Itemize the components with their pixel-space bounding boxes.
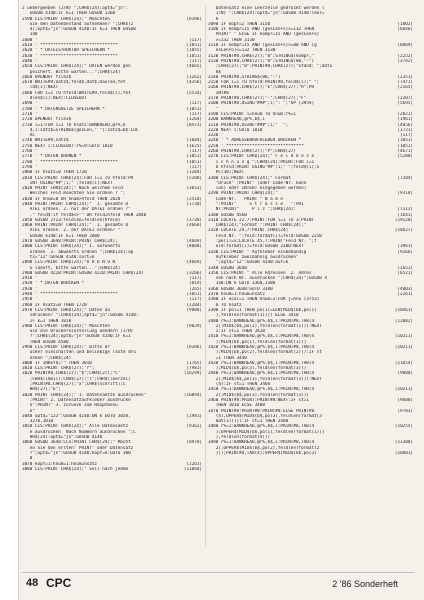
checksum: [7981] bbox=[186, 366, 202, 372]
code-text: (4),UPPER$(MID$(b$,po(3),feldlen(format(3 bbox=[208, 413, 322, 419]
code-text: 2890 CLS:PRINT CHR$(24);"O R D N U N bbox=[22, 260, 116, 266]
checksum: [9703] bbox=[397, 408, 413, 414]
checksum: [1625] bbox=[186, 143, 202, 149]
code-text: 2650 CLS:PRINT CHR$(24);" DATEN werden gen bbox=[22, 64, 131, 70]
checksum: [1802] bbox=[397, 21, 413, 27]
code-text: 2970 CLS:PRINT CHR$(24);" Daten au bbox=[22, 307, 110, 313]
code-text: ":PRINT" S t r a s s e ":PRI bbox=[208, 201, 304, 207]
code-text: 3400 r%=1:BANKREAD,@r%,b$,i:PRINT#8,TAB(4 bbox=[208, 318, 315, 324]
checksum: [1051] bbox=[186, 106, 202, 112]
listing-line bbox=[208, 451, 413, 456]
checksum: [10601] bbox=[394, 450, 413, 456]
code-text: e ausdrucken Nach Nummern ausdrucken ";C bbox=[22, 429, 136, 435]
code-text: PC(30);NEXT bbox=[208, 170, 245, 176]
code-text: 3140 PRINT#8,STRING$(80,"-") bbox=[208, 74, 281, 80]
checksum: [19120] bbox=[394, 217, 413, 223]
code-text: 2790 ' bbox=[22, 164, 38, 170]
checksum: [265] bbox=[189, 286, 202, 292]
code-text: 2660 OPENOUT file2$ bbox=[22, 74, 72, 80]
checksum: [1284] bbox=[186, 302, 202, 308]
code-text: 3360 GOSUB 3640:GOTO 3380 bbox=[208, 286, 273, 292]
issue-label: 2 '86 Sonderheft bbox=[332, 579, 398, 589]
code-text: 2640 ' bbox=[22, 58, 38, 64]
code-text: HR$(27);"E"; bbox=[22, 387, 61, 393]
code-text: 2950 ' bbox=[22, 297, 38, 303]
code-text: peichert. Bitte warten...";CHR$(24) bbox=[22, 69, 121, 75]
checksum: [10211] bbox=[394, 345, 413, 350]
checksum: [9688] bbox=[397, 397, 413, 403]
checksum: [1051] bbox=[186, 292, 202, 298]
code-text: 3170 PRINT#8,CHR$(27);"-";CHR$(27);"F" bbox=[208, 96, 307, 102]
code-text: 3120 PRINT#8,CHR$(27);"0";STRING$(kompr," bbox=[208, 53, 315, 59]
code-text: 2810 CLS:PRINT CHR$(24):FOR i=1 TO hfeld:PR bbox=[22, 175, 134, 181]
code-text: 3080 CLS:PRINT CHR$(24);" Soll nach jedem bbox=[22, 466, 129, 472]
code-text: ion) oder INTER) eingegeben werden) bbox=[208, 186, 307, 192]
checksum: [117] bbox=[189, 276, 202, 282]
checksum: [16094] bbox=[183, 392, 202, 398]
code-text: ;CHR$(lmeil);CHR$(27);"l";CHR$(leerzei) bbox=[22, 376, 131, 382]
page-footer bbox=[0, 550, 424, 600]
code-text: ucker einschalten und beliebige Taste dru bbox=[22, 350, 136, 356]
checksum: [8000] bbox=[186, 244, 202, 250]
checksum: [4056] bbox=[397, 122, 413, 128]
code-text: $,i:satz$=STRING$(gesLen," "):satz$=b$:LOC bbox=[22, 127, 139, 133]
code-text: Aufkleber zweibahnig ausdrucken" bbox=[208, 254, 299, 260]
code-text: INT USING"##";i;" ;feld$(i):NEXT bbox=[22, 180, 113, 186]
checksum: [9362] bbox=[186, 424, 202, 430]
checksum: [2351] bbox=[397, 74, 413, 80]
checksum: [10211] bbox=[394, 334, 413, 340]
checksum: [7204] bbox=[397, 175, 413, 181]
checksum: [2981] bbox=[186, 413, 202, 419]
code-text: HR$(24):opt$="jn":GOSUB 4140 bbox=[22, 435, 103, 441]
code-text: ";opt$="12":GOSUB 4140:auf=k bbox=[208, 260, 289, 266]
code-text: :pe(i)=x:LOCATE 45,7:PRINT"Feld Nr. ";f bbox=[208, 239, 317, 245]
code-text: 3040 opt$="123":GOSUB 4140:ON k GOTO 3050, bbox=[22, 413, 131, 419]
code-text: 3110 IF kompr=15 AND (gesLen+5)>=80 AND (g bbox=[208, 43, 317, 49]
code-text: 2840 PRINT:PRINT CHR$(24);" 1. gesamte D bbox=[22, 201, 129, 207]
code-text: 2990 CLS:PRINT CHR$(24);" Bitte Dr bbox=[22, 345, 110, 350]
code-text: 3300 GOSUB 4560 bbox=[208, 212, 247, 218]
checksum: [11054] bbox=[394, 360, 413, 366]
checksum: [1284] bbox=[186, 170, 202, 176]
code-text: 3150 FOR i=1 TO hfeld:PRINT#8,feld$(i);" "; bbox=[208, 80, 320, 86]
listing-line bbox=[22, 467, 202, 472]
magazine-name: CPC bbox=[46, 576, 72, 590]
code-text: ATEI ordnen. 2. der DATEI ordnen? " bbox=[22, 228, 121, 234]
code-text: 140:ON k GOTO 3360,3380 bbox=[208, 281, 276, 287]
checksum: [9029] bbox=[186, 323, 202, 329]
checksum: [1651] bbox=[397, 265, 413, 271]
code-text: sen nach Nr. ausdrucken ";CHR$(24)";GOSUB 4 bbox=[208, 276, 327, 282]
checksum: [1730] bbox=[186, 217, 202, 223]
checksum: [9166] bbox=[397, 249, 413, 255]
checksum: [2021] bbox=[397, 111, 413, 117]
checksum: [10211] bbox=[394, 387, 413, 393]
code-text: 2760 ' bbox=[22, 149, 38, 155]
code-text: 2);UPPER$(MID$(b$,po(2),feldlen(format(2 bbox=[208, 445, 320, 451]
checksum: [3961] bbox=[397, 244, 413, 250]
code-text: 2690 ' bbox=[22, 101, 38, 107]
code-text: 3290 PRINT:PRINT CHR$(24);" bbox=[208, 191, 278, 197]
code-text: 3380 IF ocol=1 THEN hnum=1:FOR j=hnu [3753] bbox=[208, 297, 320, 303]
code-text: 0 bbox=[22, 456, 33, 462]
code-text: 2870 GOSUB 3640:PRINT:PRINT CHR$(24); bbox=[22, 239, 118, 245]
column-divider bbox=[205, 6, 206, 546]
checksum: [4356] bbox=[186, 80, 202, 86]
checksum: [1684] bbox=[186, 138, 202, 144]
code-text: 2830 IF hnum=0 OR hnum>hfeld THEN 2820 bbox=[22, 196, 121, 202]
code-text: "Druck" :PRINT" (oder Code-Nr. kann bbox=[208, 180, 307, 186]
code-text: 3450 r%=1:BANKREAD,@r%,b$,i:PRINT#8,TAB(4 bbox=[208, 387, 315, 393]
checksum: [3653] bbox=[186, 186, 202, 192]
code-text: Feld Nr. ";feld:format(i)=feld:GOSUB 2210 bbox=[208, 233, 322, 239]
checksum: [117] bbox=[189, 164, 202, 170]
code-text: 3160 PRINT#8,CHR$(27);"E";CHR$(27);"R";PR bbox=[208, 85, 315, 91]
code-text: 2770 ' * DATEN ORDNEN * bbox=[22, 154, 82, 160]
code-text: 3240 ' * ADRESSENAUFKLEBER DRUCKEN * bbox=[208, 138, 302, 144]
code-text: 2600 ' bbox=[22, 37, 38, 43]
checksum: [2510] bbox=[186, 196, 202, 202]
code-text: 3470 PRINT#8:PRINT#8:PRINT#8:ELSE PRINT#8 bbox=[208, 408, 315, 414]
checksum: [117] bbox=[189, 111, 202, 117]
code-text: " bbox=[208, 106, 219, 112]
code-text: =1 THEN 3440 bbox=[208, 355, 247, 361]
checksum: [1765] bbox=[186, 360, 202, 366]
code-text: n":PRINT" 3. zurueck zum Hauptmenu bbox=[22, 403, 118, 409]
code-text: 2620 ' * DATEISTRUKTUR SPEICHERN * bbox=[22, 48, 110, 54]
code-text: 2);MID$(b$,po(3),feldlen(format(3))) bbox=[208, 392, 309, 398]
checksum: [1051] bbox=[186, 53, 202, 59]
checksum: [1264] bbox=[186, 117, 202, 123]
code-text: 3100 IF kompr=15 AND (gesLen+5)>=132 THEN bbox=[208, 27, 315, 33]
code-text: Sie den Datenbestand aufnehmen? ";CHR$(2 bbox=[22, 21, 134, 27]
section-tabs bbox=[2, 10, 16, 570]
checksum: [10255] bbox=[394, 424, 413, 430]
listing-column-left bbox=[22, 6, 202, 546]
checksum: [8978] bbox=[186, 440, 202, 446]
code-text: 3030 PRINT CHR$(24);" 1. Datensaetze ausdrucken" bbox=[22, 392, 147, 398]
code-text: 3370 hnum=1:hnum=hsatz bbox=[208, 292, 265, 298]
code-text: ," feld$:if feld$<>"" OR feld=hfeld THEN 2840 bbox=[22, 212, 147, 218]
code-text: 3330 CLS:PRINT " Aufkleber einbehandig bbox=[208, 249, 307, 255]
code-text: )));PRINT#8,TAB(4);UPPER$(MID$(b$,po(3) bbox=[208, 450, 317, 456]
code-text: 2920 ' * DATEN DRUCKEN * bbox=[22, 281, 85, 287]
code-text: 3350 CLS:PRINT " Alle Adressen 2. Adres bbox=[208, 270, 312, 276]
checksum: [4669] bbox=[186, 260, 202, 266]
code-text: 3220 NEXT i:GOTO 1010 bbox=[208, 127, 263, 133]
code-text: 2720 OPENOUT file3$ bbox=[22, 117, 72, 123]
code-text: ),feldlen(format(1)))) ELSE 3410 bbox=[208, 313, 299, 319]
code-text: 3200 BANKREAD,@r%,b$,i bbox=[208, 117, 265, 123]
code-text: 3210 PRINT#8,USING"###";i;" "; bbox=[208, 122, 289, 128]
checksum: [4669] bbox=[186, 239, 202, 245]
code-text: PRINT" " ELSE IF kompr=15 AND (gesLen+5) bbox=[208, 32, 320, 38]
code-text: 2800 IF hsatz=0 THEN 1720 bbox=[22, 170, 87, 176]
code-text: en Sie den ersten" PRINT" oder Datensatz bbox=[22, 445, 134, 451]
code-text: 3230 ' bbox=[208, 133, 224, 139]
checksum: [2261] bbox=[397, 292, 413, 298]
checksum: [4668] bbox=[186, 223, 202, 229]
code-text: 3320 LOCATE 29,7:PRINT CHR$(24) bbox=[208, 228, 289, 234]
code-text: ?";opt$="jn":GOSUB 4140:kopf=k:GOTO 308 bbox=[22, 450, 131, 456]
code-text: 3190 CLS:PRINT i=hnum TO hnum:r%=1 bbox=[208, 111, 296, 117]
code-text: GOSUB 4140:IF k=1 THEN GOSUB 1360 bbox=[22, 11, 116, 17]
code-text: ;PRINT" 2. Datensatzaufkleber ausdrucke bbox=[22, 397, 131, 403]
checksum: [117] bbox=[189, 297, 202, 303]
code-text: THEN GOSUB 4580 bbox=[22, 339, 69, 345]
code-text: 2610 ' ****************************** bbox=[22, 43, 118, 49]
code-text: 3430 r%=1:BANKREAD,@r%,b$,i:PRINT#8,TAB(4 bbox=[208, 360, 315, 366]
page-number: 48 bbox=[26, 577, 39, 589]
code-text: 3420 r%=1:BANKREAD,@r%,b$,i:PRINT#8,TAB(4 bbox=[208, 345, 315, 350]
checksum: [1961] bbox=[397, 117, 413, 123]
code-text: Sie die Druckereinstellung aendern (J/N) bbox=[22, 329, 134, 335]
code-text: 3340 GOSUB 3640 bbox=[208, 265, 247, 271]
code-text: );MID$(b$,po(3),feldlen(format(3))) bbox=[208, 366, 307, 372]
checksum: [2252] bbox=[397, 53, 413, 59]
checksum: [11060] bbox=[183, 466, 202, 472]
checksum: [117] bbox=[189, 37, 202, 43]
code-text: 2860 PRINT:PRINT CHR$(24);" 1. gesamte D bbox=[22, 223, 129, 229]
code-text: 3090 IF kopf=2 THEN 3150 bbox=[208, 21, 271, 27]
code-text: ordnen 2. abwaerts ordnen ";CHR$(24):op bbox=[22, 249, 134, 255]
code-text: esLen+5)<=132 THEN 3130 bbox=[208, 48, 276, 54]
code-text: CHR$(24);"Format ":PRINT CHR$(24);" bbox=[208, 223, 307, 229]
code-text: 3260 PRINT#8,CHR$(27);"P";CHR$(27) bbox=[208, 149, 296, 155]
code-text: );MID$(b$,po(1),feldlen(format(1))) bbox=[208, 339, 307, 345]
code-text: 3440 r%=1:BANKREAD,@r%,b$,i:PRINT#8,TAB(4 bbox=[208, 371, 315, 377]
checksum: [12002] bbox=[394, 318, 413, 324]
checksum: [117] bbox=[189, 101, 202, 107]
checksum: [8473] bbox=[186, 122, 202, 128]
code-text: 3310 LOCATE 22,7:PRINT:FOR i=1 TO 3:PRINT bbox=[208, 217, 315, 223]
checksum: [2165] bbox=[397, 85, 413, 91]
checksum: [6521] bbox=[397, 270, 413, 276]
code-text: 3490 r%=1:BANKREAD,@r%,b$,i:PRINT#8,TAB(4 bbox=[208, 440, 315, 446]
code-text: 3020 PRINT#8,CHR$(27);"$";CHR$(27);"C" bbox=[22, 371, 121, 377]
code-text: Code-Nr. PRINT " N a m e bbox=[208, 196, 284, 202]
checksum: [5695] bbox=[397, 101, 413, 107]
code-text: 3010 CLS:PRINT CHR$(27);"r"; bbox=[22, 366, 95, 372]
checksum: [1055] bbox=[186, 48, 202, 54]
listing-column-right bbox=[208, 6, 413, 546]
code-text: 2670 WRITE#9,aatz$,feld$,dat$,maxlen,fet bbox=[22, 80, 126, 86]
code-text: 2960 IF hsatz=0 THEN 1720 bbox=[22, 302, 87, 308]
code-text: >=132 THEN 3130 bbox=[208, 37, 255, 43]
checksum: [1051] bbox=[186, 43, 202, 49]
code-text: 2710 ' bbox=[22, 111, 38, 117]
checksum: [117] bbox=[189, 58, 202, 64]
code-text: G laeuft, bitte warten...";CHR$(24) bbox=[22, 265, 121, 271]
code-text: 2700 ' * DATENSAETZE SPEICHERN * bbox=[22, 106, 105, 112]
code-text: ts="12":GOSUB 4140:sort=k bbox=[22, 254, 95, 260]
checksum: [2261] bbox=[186, 461, 202, 467]
checksum: [1051] bbox=[397, 143, 413, 149]
checksum: [5288] bbox=[186, 175, 202, 181]
checksum: [1051] bbox=[186, 154, 202, 160]
code-text: Datensatz eine Leerzeile gedruckt werden ( bbox=[208, 6, 325, 11]
checksum: [18461] bbox=[394, 307, 413, 313]
code-text: dlen$(i):NEXT:CLOSEOUT bbox=[22, 96, 87, 102]
checksum: [7471] bbox=[397, 80, 413, 86]
code-text: z uebergeeben (J/N) ";CHR$(24);opt$="jn": bbox=[22, 6, 129, 11]
checksum: [3742] bbox=[397, 58, 413, 64]
footer-rule bbox=[22, 572, 414, 573]
checksum: [16299] bbox=[183, 371, 202, 377]
checksum: [8009] bbox=[397, 43, 413, 49]
code-text: 2980 CLS:PRINT CHR$(24);" Moechten bbox=[22, 323, 110, 329]
code-text: ?";CHR$(24);opt$="jn":GOSUB 4140:IF k=1 bbox=[22, 334, 131, 340]
checksum: [1051] bbox=[186, 159, 202, 165]
code-text: 2740 WRITE#9,satz$ bbox=[22, 138, 69, 144]
code-text: 2900 GOSUB 4220:PRINT:GOSUB 4220:PRINT CHR$(24) bbox=[22, 270, 144, 276]
section-sidebar bbox=[0, 0, 19, 600]
code-text: O hfeld:PRINT USING"##";i;" ";feld$(i);S bbox=[208, 164, 320, 170]
checksum: [18627] bbox=[394, 228, 413, 234]
code-text: 3070 kopf=1:hnum=1:hnum=hsatz bbox=[22, 461, 98, 467]
code-text: 140 bbox=[22, 32, 38, 38]
checksum: [8396] bbox=[186, 16, 202, 22]
code-text: mat(3))))):IF st=1 THEN 3480 bbox=[208, 419, 289, 425]
checksum: [7112] bbox=[397, 207, 413, 213]
code-text: I:IF st=1 THEN 3420 bbox=[208, 329, 265, 335]
code-text: 2680 FOR i=1 TO hfeld:WRITE#9,feld$(i),fet bbox=[22, 90, 131, 96]
code-text: );MID$(b$,po(2),feldlen(format(2))):IF st bbox=[208, 350, 322, 356]
code-text: THEN 1010 ELSE 3480 bbox=[208, 403, 265, 409]
code-text: 2630 ' ****************************** bbox=[22, 53, 118, 59]
code-text: 2);MID$(b$,po(2),feldlen(format(1))):NEXT bbox=[208, 323, 322, 329]
code-text: 2880 CLS:PRINT CHR$(24);" 1. aufwaerts bbox=[22, 244, 121, 250]
checksum: [6046] bbox=[397, 27, 413, 33]
checksum: [4665] bbox=[186, 64, 202, 70]
code-text: ),feldlen(format(4))) bbox=[208, 435, 271, 441]
code-text: 2940 ' ****************************** bbox=[22, 292, 118, 298]
code-text: INT#8 bbox=[208, 90, 229, 96]
checksum: [8386] bbox=[186, 345, 202, 350]
code-text: 3060 GOSUB 3640:CLS:PRINT CHR$(24);" Mocht bbox=[22, 440, 131, 446]
code-text: 3000 IF INKEY$="" THEN 3010 bbox=[22, 360, 92, 366]
code-text: ecken ";CHR$(24) bbox=[22, 355, 72, 361]
code-text: 3280 CLS:PRINT CHR$(24);" Format bbox=[208, 175, 291, 181]
code-text: 2);MID$(b$,po(3),feldlen(format(3))):NEXT bbox=[208, 376, 322, 382]
checksum: [9808] bbox=[186, 307, 202, 313]
code-text: 2820 PRINT CHR$(24);" Nach welchem Feld bbox=[22, 186, 123, 192]
code-text: 3390 IF pol=1 THEN po(1)=LEN(MID$(b$,po(1) bbox=[208, 307, 317, 313]
checksum: [3266] bbox=[186, 270, 202, 276]
code-text: i c h n u n g ";CHR$(24):PRINT:FOR i=1 bbox=[208, 159, 315, 165]
code-text: 2780 ' ****************************** bbox=[22, 159, 118, 165]
code-text: 3270 CLS:PRINT CHR$(24);" F e l d b e z e bbox=[208, 154, 315, 160]
code-text: 3250 ' ****************************** bbox=[208, 143, 304, 149]
checksum: [1730] bbox=[186, 201, 202, 207]
checksum: [2207] bbox=[397, 96, 413, 102]
code-text: 3460 PRINT#8:PRINT:PRINT#8:NEXT:IF st=1 bbox=[208, 397, 309, 403]
code-text: e" bbox=[22, 408, 35, 414]
code-text: 3050 CLS:PRINT CHR$(24);" Alle Datensaetz bbox=[22, 424, 129, 430]
checksum: [1262] bbox=[186, 74, 202, 80]
code-text: 4);opt$="jn":GOSUB 4140:IF k=1 THEN GOSUB bbox=[22, 27, 136, 33]
checksum: [819] bbox=[189, 281, 202, 287]
code-text: GOSUB 4140:IF k=1 THEN 2880 bbox=[22, 233, 100, 239]
code-text: );UPPER$(MID$(b$,po(1),feldlen(format(1))) bbox=[208, 429, 325, 435]
code-text: eld:format(i)=feld:GOSUB 2300:NEXT bbox=[208, 244, 304, 250]
code-text: ATEI ordnen. 2. nur der DATEI ordnen ?" bbox=[22, 207, 131, 213]
code-text: Welches Feld moechten Sie ordnen ? "; bbox=[22, 191, 126, 197]
code-text: 2910 ' bbox=[22, 276, 38, 282]
code-text: k bbox=[208, 16, 219, 22]
code-text: (4):IF st=1 THEN 3460 bbox=[208, 382, 271, 388]
code-text: 2590 CLS:PRINT CHR$(24);" Moechten bbox=[22, 16, 110, 22]
code-text: sdrucken? ";CHR$(24);opt$="jn":GOSUB 4140: bbox=[22, 313, 139, 319]
code-text: AL bbox=[22, 133, 35, 139]
code-text: J/N) ";CHR$(24):opt$="jn":GOSUB 4140:leer= bbox=[208, 11, 325, 17]
checksum: [9318] bbox=[397, 191, 413, 197]
checksum: [4671] bbox=[397, 149, 413, 155]
code-text: 2750 NEXT i:CLOSEOUT:r%=9:GOTO 1010 bbox=[22, 143, 113, 149]
code-text: 2730 i=1:FOR i=1 TO hsatz:BANKREAD,@r%,b bbox=[22, 122, 126, 128]
checksum: [1641] bbox=[397, 212, 413, 218]
checksum: [4003] bbox=[397, 286, 413, 292]
code-text: 2930 ' bbox=[22, 286, 38, 292]
code-text: ;CHR$(27);"0":PRINT#8,CHR$(27);"Stand: ";datu bbox=[208, 64, 333, 70]
code-text: 3480 r%=1:BANKREAD,@r%,b$,i:PRINT#8,TAB(4 bbox=[208, 424, 315, 430]
code-text: ;PRINT#8,CHR$(27);"x";CHR$(schrift);C bbox=[22, 382, 126, 388]
code-text: 3180 PRINT#8,USING"###";i;": ";"UP [3959] bbox=[208, 101, 315, 107]
checksum: [11388] bbox=[394, 440, 413, 446]
checksum: [5534] bbox=[186, 90, 202, 96]
checksum: [5288] bbox=[397, 154, 413, 160]
code-text: NT:PRINT" P l z ";CHR$(24): bbox=[208, 207, 296, 213]
checksum: [1051] bbox=[397, 138, 413, 144]
code-text: 2850 GOSUB 2723:feldlen=feldlen(hfeld) bbox=[22, 217, 121, 223]
checksum: [9808] bbox=[397, 371, 413, 377]
code-text: ld$(i):NEXT bbox=[22, 85, 59, 91]
code-text: 3130 PRINT#8,CHR$(27);"0";STRING$(80,"-") bbox=[208, 58, 315, 64]
code-text: IF k=1 THEN 1010 bbox=[22, 318, 72, 324]
code-text: 3270,1010 bbox=[22, 419, 54, 425]
code-text: 3410 r%=1:BANKREAD,@r%,b$,i:PRINT#8,TAB(4 bbox=[208, 334, 315, 340]
code-text: m TO hsatz bbox=[208, 302, 242, 308]
checksum: [117] bbox=[189, 149, 202, 155]
code-text: m$ bbox=[208, 69, 221, 75]
checksum: [1721] bbox=[397, 127, 413, 133]
checksum: [117] bbox=[400, 133, 413, 139]
